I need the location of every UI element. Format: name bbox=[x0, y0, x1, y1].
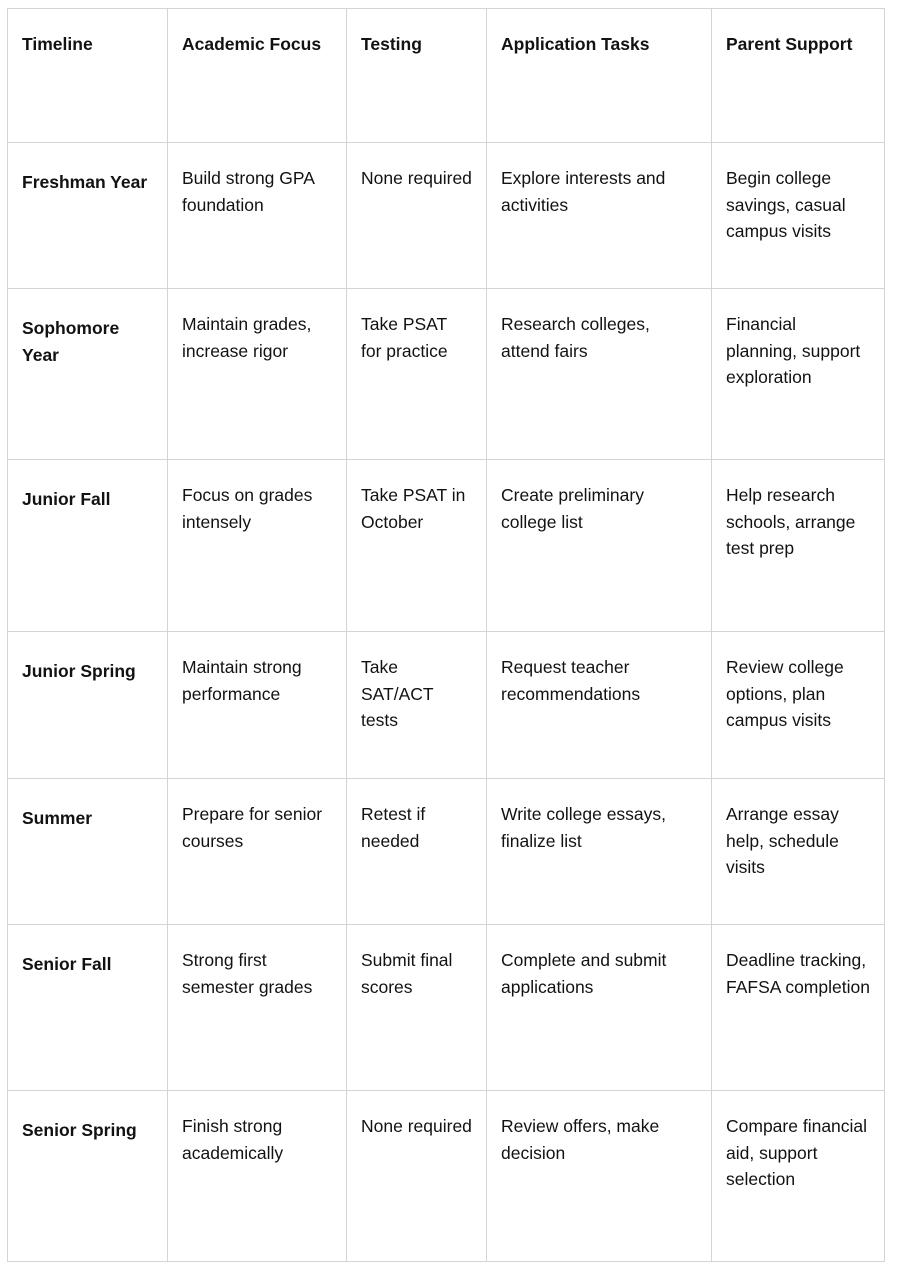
table-row bbox=[8, 460, 885, 632]
column-header-testing: Testing bbox=[347, 9, 487, 143]
cell-junior-spring-academic: Maintain strong performance bbox=[168, 632, 347, 779]
cell-senior-fall-testing: Submit final scores bbox=[347, 925, 487, 1091]
row-header-junior-fall: Junior Fall bbox=[8, 460, 168, 632]
table-row bbox=[8, 632, 885, 779]
cell-summer-app-tasks: Write college essays, finalize list bbox=[487, 779, 712, 925]
cell-sophomore-academic: Maintain grades, increase rigor bbox=[168, 289, 347, 460]
cell-junior-fall-academic: Focus on grades intensely bbox=[168, 460, 347, 632]
row-header-senior-spring: Senior Spring bbox=[8, 1091, 168, 1262]
cell-summer-parent: Arrange essay help, schedule visits bbox=[712, 779, 885, 925]
table-row bbox=[8, 143, 885, 289]
cell-sophomore-testing: Take PSAT for practice bbox=[347, 289, 487, 460]
cell-junior-spring-parent: Review college options, plan campus visits bbox=[712, 632, 885, 779]
cell-junior-spring-app-tasks: Request teacher recommendations bbox=[487, 632, 712, 779]
table-row bbox=[8, 779, 885, 925]
column-header-academic-focus: Academic Focus bbox=[168, 9, 347, 143]
cell-sophomore-parent: Financial planning, support exploration bbox=[712, 289, 885, 460]
header-row bbox=[8, 9, 885, 143]
cell-sophomore-app-tasks: Research colleges, attend fairs bbox=[487, 289, 712, 460]
cell-senior-spring-testing: None required bbox=[347, 1091, 487, 1262]
cell-junior-fall-parent: Help research schools, arrange test prep bbox=[712, 460, 885, 632]
table-header bbox=[8, 9, 885, 143]
cell-summer-testing: Retest if needed bbox=[347, 779, 487, 925]
cell-senior-fall-parent: Deadline tracking, FAFSA completion bbox=[712, 925, 885, 1091]
row-header-freshman-year: Freshman Year bbox=[8, 143, 168, 289]
college-planning-timeline-table bbox=[7, 8, 885, 1262]
cell-freshman-academic: Build strong GPA foundation bbox=[168, 143, 347, 289]
column-header-timeline: Timeline bbox=[8, 9, 168, 143]
cell-senior-fall-academic: Strong first semester grades bbox=[168, 925, 347, 1091]
cell-junior-spring-testing: Take SAT/ACT tests bbox=[347, 632, 487, 779]
cell-senior-fall-app-tasks: Complete and submit applications bbox=[487, 925, 712, 1091]
table-body bbox=[8, 143, 885, 1262]
cell-senior-spring-academic: Finish strong academically bbox=[168, 1091, 347, 1262]
cell-senior-spring-app-tasks: Review offers, make decision bbox=[487, 1091, 712, 1262]
row-header-sophomore-year: Sophomore Year bbox=[8, 289, 168, 460]
table-row bbox=[8, 289, 885, 460]
table-row bbox=[8, 925, 885, 1091]
table-row bbox=[8, 1091, 885, 1262]
cell-junior-fall-app-tasks: Create preliminary college list bbox=[487, 460, 712, 632]
cell-freshman-parent: Begin college savings, casual campus visits bbox=[712, 143, 885, 289]
row-header-summer: Summer bbox=[8, 779, 168, 925]
row-header-junior-spring: Junior Spring bbox=[8, 632, 168, 779]
column-header-application-tasks: Application Tasks bbox=[487, 9, 712, 143]
row-header-senior-fall: Senior Fall bbox=[8, 925, 168, 1091]
cell-senior-spring-parent: Compare financial aid, support selection bbox=[712, 1091, 885, 1262]
cell-junior-fall-testing: Take PSAT in October bbox=[347, 460, 487, 632]
cell-freshman-app-tasks: Explore interests and activities bbox=[487, 143, 712, 289]
cell-summer-academic: Prepare for senior courses bbox=[168, 779, 347, 925]
column-header-parent-support: Parent Support bbox=[712, 9, 885, 143]
cell-freshman-testing: None required bbox=[347, 143, 487, 289]
timeline-table-container bbox=[7, 8, 884, 1262]
